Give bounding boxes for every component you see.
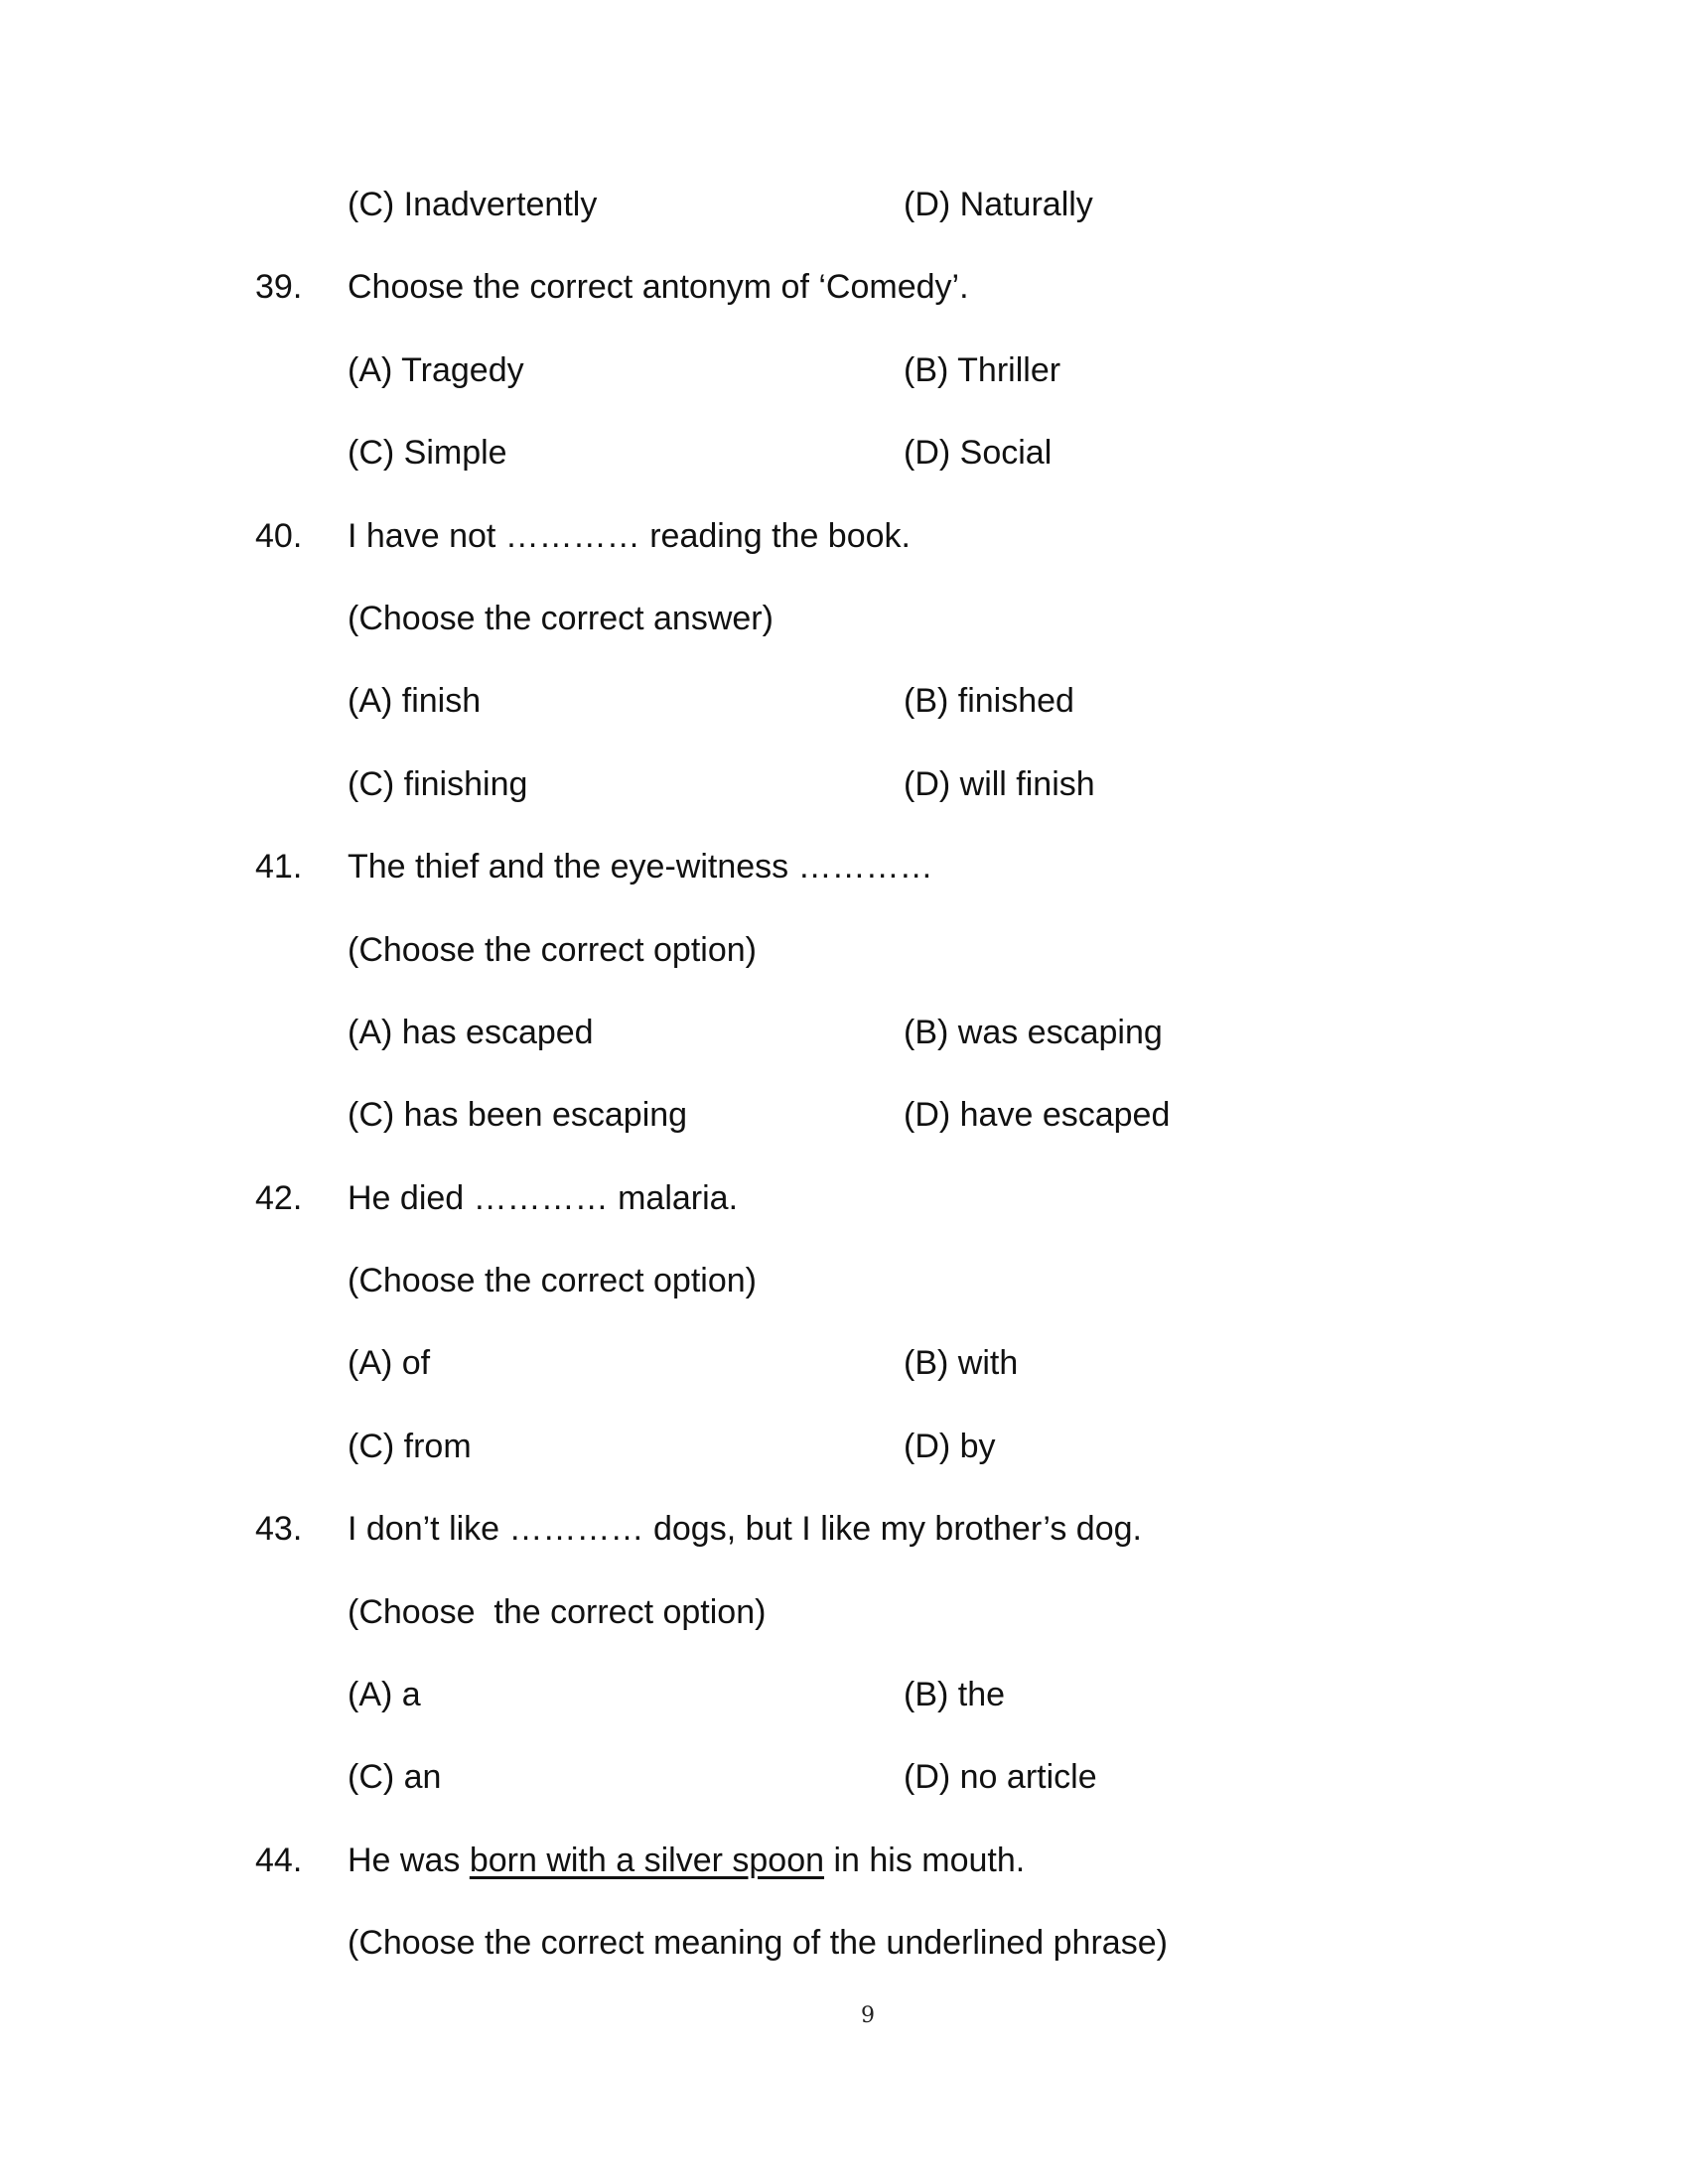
q43-stem	[0, 1488, 1688, 1570]
text-after: in his mouth.	[824, 1841, 1026, 1879]
q41-options-cd	[0, 1074, 1688, 1157]
question-text: The thief and the eye-witness …………	[348, 848, 933, 887]
instruction: (Choose the correct option)	[348, 930, 757, 969]
underlined-phrase: born with a silver spoon	[469, 1841, 825, 1879]
option-b: (B) was escaping	[904, 1013, 1163, 1051]
option-d: (D) Naturally	[904, 186, 1093, 223]
option-d: (D) will finish	[904, 764, 1095, 803]
option-a: (A) finish	[348, 682, 482, 721]
question-number: 41.	[255, 848, 303, 887]
option-d: (D) no article	[904, 1758, 1097, 1797]
option-c: (C) Simple	[348, 434, 507, 473]
instruction: (Choose the correct option)	[348, 1592, 767, 1631]
q39-options-ab	[0, 330, 1688, 412]
q39-stem	[0, 246, 1688, 329]
option-a: (A) of	[348, 1344, 431, 1383]
q40-options-cd	[0, 744, 1688, 826]
question-text: Choose the correct antonym of ‘Comedy’.	[348, 268, 969, 307]
option-c: (C) from	[348, 1427, 472, 1465]
q42-instruction	[0, 1240, 1688, 1322]
question-text: I don’t like ………… dogs, but I like my brother’s dog.	[348, 1510, 1142, 1549]
q44-stem	[0, 1820, 1688, 1902]
q39-options-cd	[0, 412, 1688, 494]
option-a: (A) has escaped	[348, 1013, 594, 1051]
q43-instruction	[0, 1571, 1688, 1654]
q40-instruction	[0, 578, 1688, 660]
q43-options-ab	[0, 1654, 1688, 1736]
page-number: 9	[861, 2003, 875, 2028]
q41-options-ab	[0, 992, 1688, 1074]
question-number: 43.	[255, 1510, 303, 1549]
option-b: (B) finished	[904, 682, 1074, 721]
question-number: 40.	[255, 516, 303, 555]
question-number: 42.	[255, 1178, 303, 1217]
q41-stem	[0, 826, 1688, 908]
option-c: (C) an	[348, 1758, 442, 1797]
instruction: (Choose the correct meaning of the underlined phrase)	[348, 1924, 1168, 1963]
option-a: (A) a	[348, 1676, 421, 1714]
q38-options-cd	[0, 164, 1688, 246]
question-text: I have not ………… reading the book.	[348, 516, 911, 555]
option-b: (B) Thriller	[904, 350, 1061, 389]
q42-options-cd	[0, 1406, 1688, 1488]
question-number: 44.	[255, 1841, 303, 1879]
option-d: (D) Social	[904, 434, 1053, 473]
question-page	[0, 164, 1688, 1985]
instruction: (Choose the correct option)	[348, 1262, 757, 1300]
text-before: He was	[348, 1841, 470, 1879]
instruction: (Choose the correct answer)	[348, 599, 774, 637]
option-c: (C) finishing	[348, 764, 528, 803]
q40-options-ab	[0, 660, 1688, 743]
q42-stem	[0, 1158, 1688, 1240]
option-a: (A) Tragedy	[348, 350, 524, 389]
option-d: (D) have escaped	[904, 1096, 1171, 1135]
question-text: He died ………… malaria.	[348, 1178, 739, 1217]
option-b: (B) the	[904, 1676, 1006, 1714]
q41-instruction	[0, 909, 1688, 992]
option-b: (B) with	[904, 1344, 1019, 1383]
option-c: (C) Inadvertently	[348, 186, 598, 223]
q42-options-ab	[0, 1322, 1688, 1405]
question-text	[348, 1820, 1025, 1902]
q44-instruction	[0, 1902, 1688, 1984]
option-d: (D) by	[904, 1427, 996, 1465]
question-number: 39.	[255, 268, 303, 307]
q40-stem	[0, 495, 1688, 578]
option-c: (C) has been escaping	[348, 1096, 688, 1135]
q43-options-cd	[0, 1736, 1688, 1819]
